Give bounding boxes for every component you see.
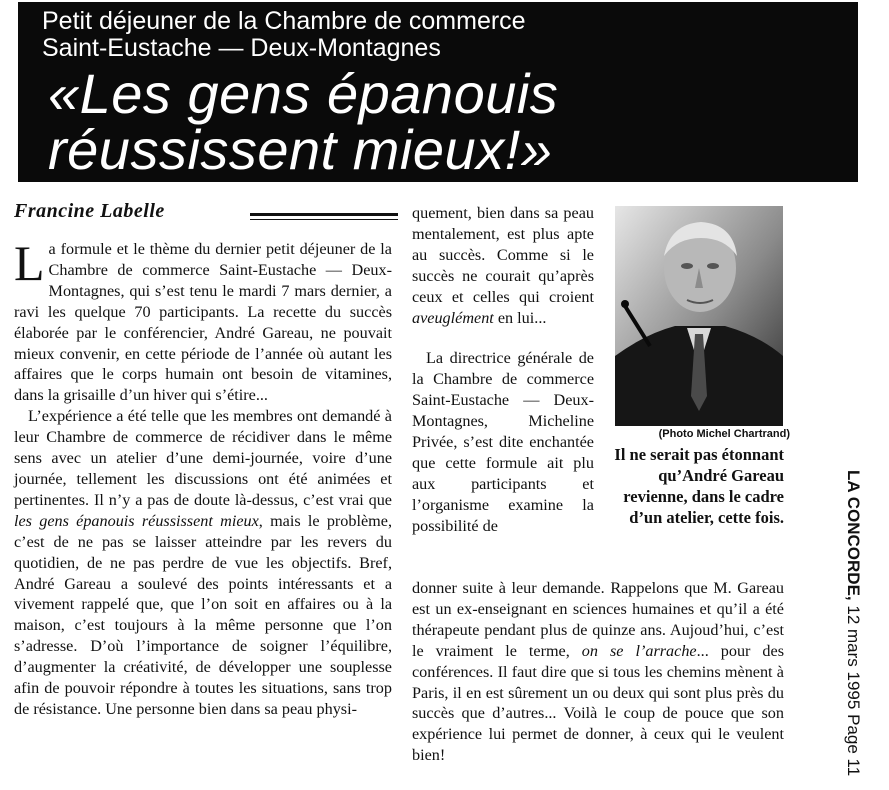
portrait-photo — [615, 206, 783, 426]
kicker-line-2: Saint-Eustache — Deux-Montagnes — [42, 34, 441, 62]
paragraph-continuation — [412, 203, 594, 328]
kicker — [42, 8, 526, 62]
paragraph-intro — [14, 235, 392, 406]
paragraph-text: en lui... — [493, 308, 547, 327]
photo-caption: Il ne serait pas étonnant qu’André Gareau revienne, dans le cadre d’un atelier, cette fois. — [614, 445, 784, 527]
emphasis-text: les gens épanouis réussissent mieux — [14, 511, 259, 530]
article-column-3 — [412, 578, 784, 766]
article-column-2 — [412, 203, 594, 537]
kicker-line-1: Petit déjeuner de la Chambre de commerce — [42, 7, 526, 35]
publication-name: LA CONCORDE, — [844, 470, 863, 601]
paragraph-text: donner suite à leur demande. Rappelons que M. Gareau est un ex-enseignant en sciences humaines et qu’il a été thérapeute pendant plus de quinze ans. Aujoud’hui, c’est le vraiment le terme, — [412, 579, 784, 660]
photo-credit: (Photo Michel Chartrand) — [658, 428, 790, 440]
emphasis-text: aveuglément — [412, 308, 494, 327]
paragraph-text: quement, bien dans sa peau mentalement, est plus apte au succès. Comme si le succès ne courait qu’après ceux et celles qui croient — [412, 204, 594, 306]
headline-line-1: «Les gens épanouis — [48, 62, 559, 125]
headline — [48, 62, 559, 181]
paragraph-text: , mais le problème, c’est de ne pas se laisser atteindre par les revers du quotidien, de ne pas perdre de vue les objectifs. Bref, André Gareau a soulevé des points intéressants et a vivement rappelé que, que l’on soit en affaires ou à la maison, c’est toujours à la même personne que l’on s’adresse. D’où l’importance de soigner l’équilibre, d’augmenter la créativité, de développer une souplesse afin de pouvoir répondre à toutes les situations, sans trop de résistance. Une personne bien dans sa peau physi- — [14, 511, 392, 718]
publication-date: 12 mars 1995 — [844, 605, 863, 710]
article-column-1 — [14, 235, 392, 720]
byline-rule — [250, 213, 398, 216]
paragraph-conclusion — [412, 578, 784, 766]
paragraph-text: L’expérience a été telle que les membres ont demandé à leur Chambre de commerce de récidiver dans le même sens avec un atelier d’une demi-journée, voire d’une journée, tellement les discussions ont été animées et pertinentes. Il n’y a pas de doute là-dessus, c’est vrai que — [14, 407, 392, 509]
paragraph-director: La directrice générale de la Chambre de commerce Saint-Eustache — Deux-Montagnes, Micheline Privée, s’est dite enchantée que cette formule ait plu aux participants et l’organisme examine la possibilité de — [412, 349, 594, 535]
byline: Francine Labelle — [14, 200, 165, 222]
paragraph-intro-text: a formule et le thème du dernier petit déjeuner de la Chambre de commerce Saint-Eustache — Deux-Montagnes, qui s’est tenu le mardi 7 mars dernier, a ravi les quelque 70 participants. La recette du succès élaborée par le conférencier, André Gareau, ne pouvait mieux convenir, en cette période de l’année où autant les affaires que le corps humain ont besoin de vitamines, dans la grisaille d’un hiver qui s’étire... — [14, 240, 392, 405]
source-line — [843, 470, 863, 776]
headline-line-2: réussissent mieux!» — [48, 118, 553, 181]
paragraph-experience — [14, 406, 392, 720]
page-number: Page 11 — [844, 714, 863, 777]
portrait-illustration — [615, 206, 783, 426]
paragraph-text: ... pour des conférences. Il faut dire que si tous les chemins mènent à Paris, il en est sûrement un ou deux qui sont plus près du succès que d’autres... Voilà le coup de pouce que son expérience lui permet de donner, à ceux qui le veulent bien! — [412, 641, 784, 765]
drop-cap: L — [14, 235, 45, 291]
emphasis-text: on se l’arrache — [581, 641, 697, 660]
byline-rule-thin — [250, 219, 398, 220]
